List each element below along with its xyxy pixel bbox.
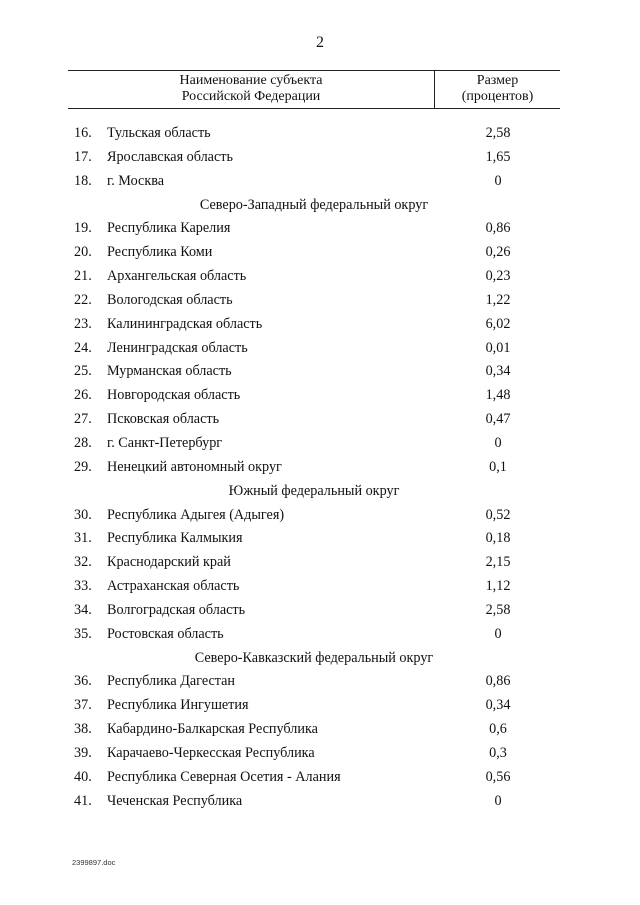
row-number: 34.: [74, 601, 92, 618]
share-value: 0,26: [485, 244, 511, 261]
table-row: [68, 289, 560, 313]
table-row: [68, 623, 560, 647]
header-name-line1: Наименование субъекта: [179, 73, 323, 88]
row-number: 40.: [74, 768, 92, 785]
row-number: 31.: [74, 530, 92, 547]
region-name: Архангельская область: [107, 268, 247, 285]
table-row: [68, 360, 560, 384]
row-number: 27.: [74, 411, 92, 428]
section-heading: Южный федеральный округ: [228, 482, 400, 499]
region-name: Волгоградская область: [107, 601, 246, 618]
row-number: 24.: [74, 339, 92, 356]
region-name: г. Санкт-Петербург: [107, 434, 223, 451]
table-header: [68, 70, 560, 109]
table-row: [68, 122, 560, 146]
row-number: 21.: [74, 268, 92, 285]
row-number: 20.: [74, 244, 92, 261]
table-row: [68, 337, 560, 361]
row-number: 36.: [74, 673, 92, 690]
table-row: [68, 408, 560, 432]
share-value: 0,1: [489, 458, 507, 475]
share-value: 0,6: [489, 721, 507, 738]
share-value: 0,18: [485, 530, 511, 547]
table-row: [68, 599, 560, 623]
share-value: 0,56: [485, 768, 511, 785]
table-row: [68, 146, 560, 170]
region-name: Псковская область: [107, 411, 220, 428]
share-value: 0,86: [485, 220, 511, 237]
page-number: 2: [316, 34, 324, 51]
share-value: 0,01: [485, 339, 511, 356]
row-number: 30.: [74, 506, 92, 523]
share-value: 1,12: [485, 578, 511, 595]
row-number: 26.: [74, 387, 92, 404]
share-value: 0,52: [485, 506, 511, 523]
region-name: Новгородская область: [107, 387, 241, 404]
table-row: [68, 718, 560, 742]
row-number: 37.: [74, 697, 92, 714]
table-row: [68, 575, 560, 599]
row-number: 33.: [74, 578, 92, 595]
table-row: [68, 742, 560, 766]
table-row: [68, 527, 560, 551]
row-number: 29.: [74, 458, 92, 475]
share-value: 2,58: [485, 601, 511, 618]
region-name: Карачаево-Черкесская Республика: [107, 744, 315, 761]
region-name: Республика Адыгея (Адыгея): [107, 506, 285, 523]
document-footer: 2399897.doc: [72, 858, 116, 867]
table-row: [68, 432, 560, 456]
share-value: 0,47: [485, 411, 511, 428]
share-value: 1,48: [485, 387, 511, 404]
table-row: [68, 313, 560, 337]
share-value: 1,22: [485, 291, 511, 308]
table-row: [68, 790, 560, 814]
row-number: 25.: [74, 363, 92, 380]
table-row: [68, 551, 560, 575]
header-name-line2: Российской Федерации: [181, 89, 321, 104]
share-value: 0: [494, 792, 502, 809]
share-value: 2,15: [485, 554, 511, 571]
header-size-column: [435, 73, 560, 105]
region-name: Ненецкий автономный округ: [107, 458, 282, 475]
table-row: [68, 456, 560, 480]
table-row: [68, 384, 560, 408]
row-number: 35.: [74, 625, 92, 642]
region-name: Чеченская Республика: [107, 792, 243, 809]
region-name: Республика Дагестан: [107, 673, 236, 690]
share-value: 2,58: [485, 125, 511, 141]
table-row: [68, 670, 560, 694]
region-name: Тульская область: [107, 125, 211, 141]
region-name: Вологодская область: [107, 291, 233, 308]
row-number: 17.: [74, 148, 92, 165]
row-number: 28.: [74, 434, 92, 451]
share-value: 6,02: [485, 315, 511, 332]
region-name: Ленинградская область: [107, 339, 248, 356]
share-value: 0,23: [485, 268, 511, 285]
header-size-line1: Размер: [476, 73, 519, 88]
table-row: [68, 217, 560, 241]
row-number: 41.: [74, 792, 92, 809]
region-name: Ростовская область: [107, 625, 224, 642]
row-number: 19.: [74, 220, 92, 237]
table-row: [68, 170, 560, 194]
header-name-column: [68, 73, 434, 105]
region-name: Республика Калмыкия: [107, 530, 243, 547]
share-value: 0,34: [485, 363, 511, 380]
row-number: 22.: [74, 291, 92, 308]
section-heading: Северо-Кавказский федеральный округ: [194, 649, 434, 666]
table-row: [68, 504, 560, 528]
table-row: [68, 766, 560, 790]
region-name: Республика Северная Осетия - Алания: [107, 768, 341, 785]
table-row: [68, 241, 560, 265]
row-number: 18.: [74, 172, 92, 189]
share-value: 0: [494, 172, 502, 189]
region-name: Республика Ингушетия: [107, 697, 249, 714]
row-number: 38.: [74, 721, 92, 738]
region-name: Мурманская область: [107, 363, 232, 380]
region-name: Калининградская область: [107, 315, 263, 332]
regions-table: [68, 70, 560, 809]
row-number: 16.: [74, 125, 92, 141]
share-value: 0: [494, 434, 502, 451]
row-number: 23.: [74, 315, 92, 332]
region-name: Республика Коми: [107, 244, 213, 261]
share-value: 0: [494, 625, 502, 642]
table-row: [68, 694, 560, 718]
share-value: 1,65: [485, 148, 511, 165]
region-name: Кабардино-Балкарская Республика: [107, 721, 318, 738]
region-name: г. Москва: [107, 172, 165, 189]
table-body: [68, 122, 560, 813]
share-value: 0,86: [485, 673, 511, 690]
region-name: Республика Карелия: [107, 220, 231, 237]
region-name: Астраханская область: [107, 578, 240, 595]
region-name: Краснодарский край: [107, 554, 231, 571]
table-row: [68, 265, 560, 289]
section-heading: Северо-Западный федеральный округ: [199, 196, 429, 213]
row-number: 32.: [74, 554, 92, 571]
row-number: 39.: [74, 744, 92, 761]
share-value: 0,3: [489, 744, 507, 761]
share-value: 0,34: [485, 697, 511, 714]
region-name: Ярославская область: [107, 148, 233, 165]
header-size-line2: (процентов): [461, 89, 534, 104]
